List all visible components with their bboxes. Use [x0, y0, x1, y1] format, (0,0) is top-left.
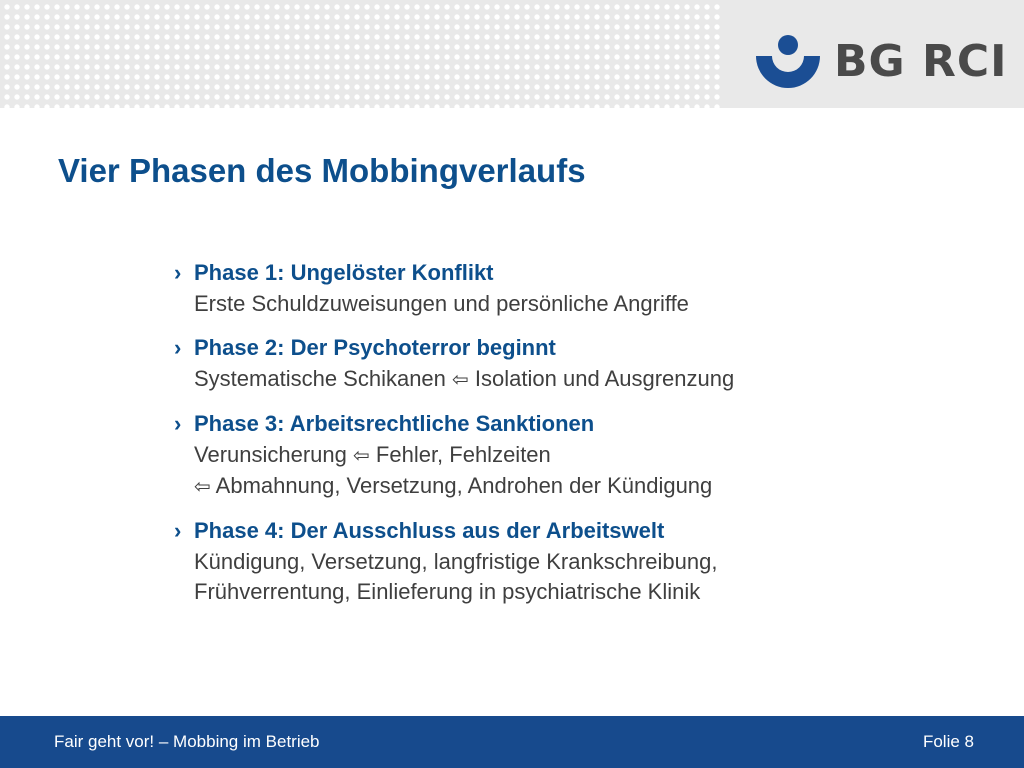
footer-title: Fair geht vor! – Mobbing im Betrieb [54, 732, 320, 751]
phase-description [194, 289, 974, 319]
phase-title: Phase 1: Ungelöster Konflikt [194, 260, 494, 285]
chevron-right-icon: › [174, 260, 182, 285]
bg-rci-emblem-icon [752, 34, 824, 90]
slide-number: Folie 8 [922, 732, 974, 751]
phase-title: Phase 2: Der Psychoterror beginnt [194, 335, 556, 360]
phase-description-text: Systematische Schikanen [194, 366, 446, 391]
phase-description-text: Isolation und Ausgrenzung [474, 366, 735, 391]
arrow-left-icon: ⇦ [194, 476, 211, 498]
phase-description [194, 547, 974, 607]
phase-description-text: Erste Schuldzuweisungen und persönliche Angriffe [194, 291, 689, 316]
phase-heading [174, 331, 974, 364]
phase-heading [174, 407, 974, 440]
phase-list [174, 256, 974, 619]
phase-item [174, 256, 974, 319]
chevron-right-icon: › [174, 518, 182, 543]
phase-title: Phase 3: Arbeitsrechtliche Sanktionen [194, 411, 595, 436]
logo-text: BG RCI [834, 36, 1008, 87]
arrow-left-icon: ⇦ [452, 369, 469, 391]
phase-description-line [194, 440, 974, 471]
phase-description-text: Fehler, Fehlzeiten [375, 442, 551, 467]
phase-item [174, 407, 974, 502]
phase-description-line [194, 577, 974, 607]
phase-description-text: Kündigung, Versetzung, langfristige Krankschreibung, [194, 549, 718, 574]
dot-pattern [0, 0, 720, 108]
header-band [0, 0, 1024, 108]
phase-title: Phase 4: Der Ausschluss aus der Arbeitswelt [194, 518, 665, 543]
footer-bar [0, 716, 1024, 768]
phase-item [174, 331, 974, 395]
phase-description-text: Verunsicherung [194, 442, 347, 467]
phase-description-text: Abmahnung, Versetzung, Androhen der Kündigung [215, 473, 713, 498]
phase-description-line [194, 471, 974, 502]
phase-description-text: Frühverrentung, Einlieferung in psychiatrische Klinik [194, 579, 701, 604]
chevron-right-icon: › [174, 411, 182, 436]
phase-description [194, 364, 974, 395]
slide-title: Vier Phasen des Mobbingverlaufs [58, 152, 586, 189]
bg-rci-logo [752, 28, 1008, 98]
phase-description [194, 440, 974, 502]
phase-heading [174, 514, 974, 547]
phase-description-line [194, 364, 974, 395]
chevron-right-icon: › [174, 335, 182, 360]
phase-description-line [194, 289, 974, 319]
phase-description-line [194, 547, 974, 577]
arrow-left-icon: ⇦ [353, 445, 370, 467]
phase-item [174, 514, 974, 607]
phase-heading [174, 256, 974, 289]
